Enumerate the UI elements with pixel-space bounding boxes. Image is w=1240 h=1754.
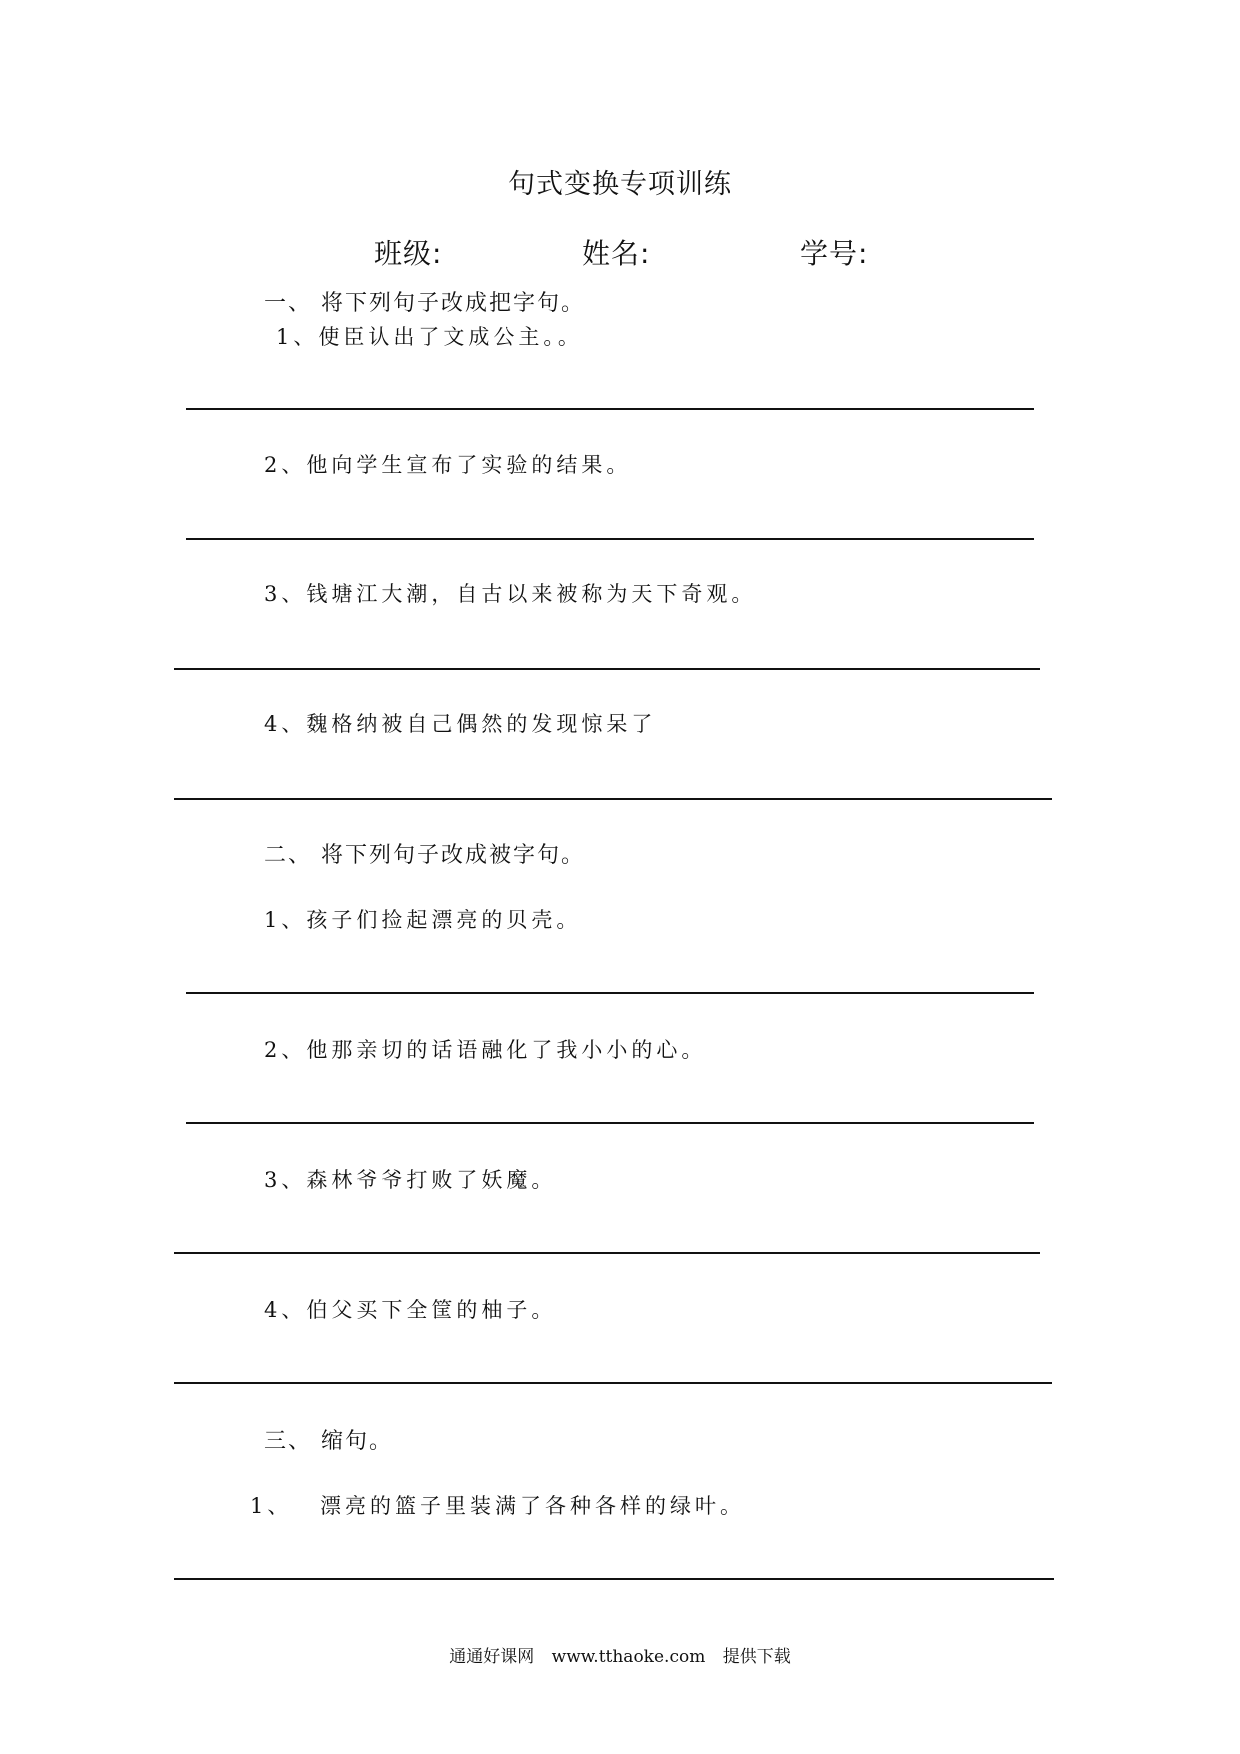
section-heading-sentence-reduction: 三、 缩句。 bbox=[264, 1429, 393, 1454]
question-item: 3、钱塘江大潮，自古以来被称为天下奇观。 bbox=[264, 582, 757, 606]
answer-line[interactable] bbox=[174, 1382, 1052, 1384]
question-item: 4、魏格纳被自己偶然的发现惊呆了 bbox=[264, 712, 657, 736]
answer-line[interactable] bbox=[186, 992, 1034, 994]
name-field-label: 姓名: bbox=[582, 237, 651, 270]
class-field-label: 班级: bbox=[374, 237, 443, 270]
question-item: 3、森林爷爷打败了妖魔。 bbox=[264, 1168, 557, 1192]
question-item: 4、伯父买下全筐的柚子。 bbox=[264, 1298, 557, 1322]
answer-line[interactable] bbox=[186, 1122, 1034, 1124]
question-item-number: 1、 bbox=[250, 1494, 293, 1518]
answer-line[interactable] bbox=[174, 1578, 1054, 1580]
answer-line[interactable] bbox=[186, 408, 1034, 410]
answer-line[interactable] bbox=[186, 538, 1034, 540]
footer-download-text: 提供下载 bbox=[722, 1647, 791, 1667]
question-item: 2、他那亲切的话语融化了我小小的心。 bbox=[264, 1038, 707, 1062]
answer-line[interactable] bbox=[174, 1252, 1040, 1254]
footer-url-link[interactable]: www.tthaoke.com bbox=[551, 1647, 706, 1667]
answer-line[interactable] bbox=[174, 668, 1040, 670]
page-title: 句式变换专项训练 bbox=[508, 169, 732, 200]
question-item: 2、他向学生宣布了实验的结果。 bbox=[264, 453, 632, 477]
section-heading-ba-sentences: 一、 将下列句子改成把字句。 bbox=[264, 291, 585, 316]
section-heading-bei-sentences: 二、 将下列句子改成被字句。 bbox=[264, 843, 585, 868]
question-item: 1、孩子们捡起漂亮的贝壳。 bbox=[264, 908, 582, 932]
footer bbox=[0, 1642, 1240, 1667]
student-number-field-label: 学号: bbox=[800, 237, 869, 270]
question-item: 1、使臣认出了文成公主。。 bbox=[276, 325, 583, 349]
question-item: 漂亮的篮子里装满了各种各样的绿叶。 bbox=[320, 1494, 745, 1518]
answer-line[interactable] bbox=[174, 798, 1052, 800]
footer-site-name: 通通好课网 bbox=[449, 1647, 535, 1667]
